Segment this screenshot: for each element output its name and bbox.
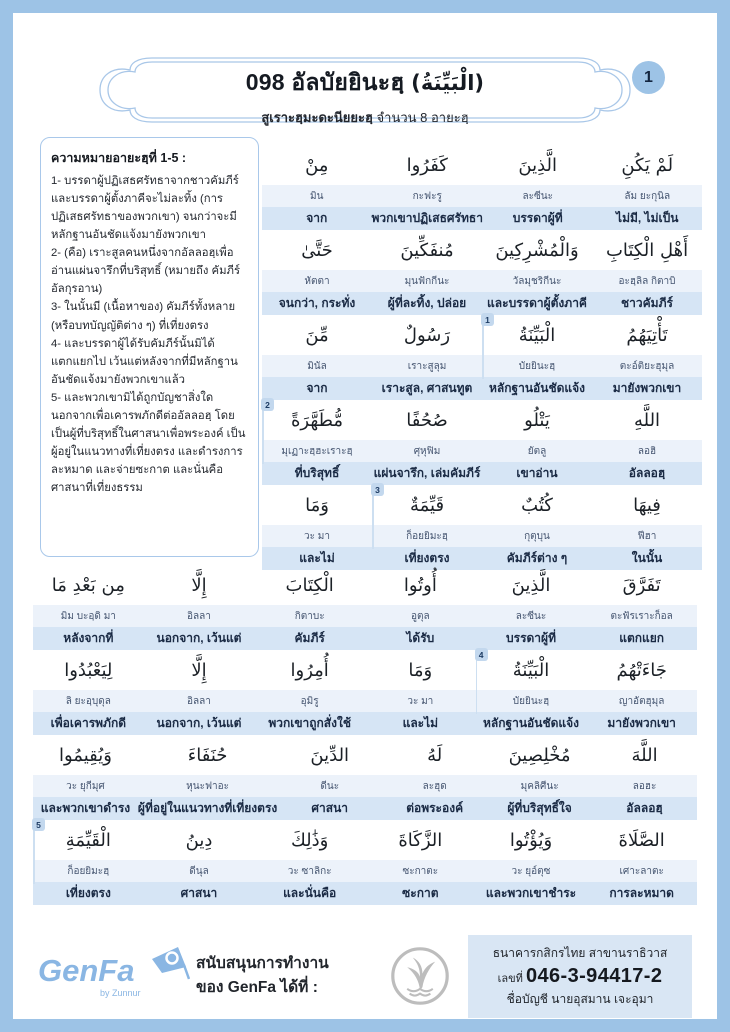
word-cell bbox=[487, 735, 592, 820]
arabic-word: إِلَّا bbox=[191, 659, 207, 681]
translation: และพวกเขาชำระ bbox=[476, 882, 587, 905]
arabic-word: لَهُ bbox=[427, 744, 443, 766]
word-cell bbox=[476, 650, 587, 735]
transliteration: ก็อยยิมะฮฺ bbox=[33, 860, 144, 882]
word-row bbox=[33, 565, 697, 650]
word-cell bbox=[33, 650, 144, 735]
translation: ได้รับ bbox=[365, 627, 476, 650]
translation: หลักฐานอันชัดแจ้ง bbox=[476, 712, 587, 735]
translation: ไม่มี, ไม่เป็น bbox=[592, 207, 702, 230]
arabic-word: الْبَيِّنَةُ bbox=[518, 324, 556, 346]
translation: และนั่นคือ bbox=[254, 882, 365, 905]
arabic-word: الْقَيِّمَةِ bbox=[65, 829, 111, 851]
arabic-word: رَسُولٌ bbox=[403, 324, 451, 346]
transliteration: บัยยินะฮฺ bbox=[476, 690, 587, 712]
translation: และไม่ bbox=[262, 547, 372, 570]
transliteration: ศุหุฟิม bbox=[372, 440, 482, 462]
arabic-word: وَيُؤْتُوا bbox=[509, 829, 553, 851]
translation: เขาอ่าน bbox=[482, 462, 592, 485]
transliteration: เราะสูลุม bbox=[372, 355, 482, 377]
translation: คัมภีร์ bbox=[254, 627, 365, 650]
transliteration: ก็อยยิมะฮฺ bbox=[372, 525, 482, 547]
arabic-word: مِّنَ bbox=[305, 324, 329, 346]
translation: นอกจาก, เว้นแต่ bbox=[144, 712, 255, 735]
word-cell bbox=[476, 565, 587, 650]
word-cell bbox=[482, 400, 592, 485]
transliteration: ซะกาตะ bbox=[365, 860, 476, 882]
transliteration: มุคลิศีนะ bbox=[487, 775, 592, 797]
transliteration: วะ ยุกีมุศ bbox=[33, 775, 138, 797]
document-page bbox=[13, 13, 717, 1019]
genfa-logo bbox=[38, 952, 188, 998]
support-line2: ของ GenFa ได้ที่ : bbox=[196, 979, 318, 996]
word-cell bbox=[365, 650, 476, 735]
transliteration: วะ ซาลิกะ bbox=[254, 860, 365, 882]
word-cell bbox=[586, 820, 697, 905]
arabic-word: يَتْلُو bbox=[524, 409, 550, 431]
word-cell bbox=[144, 565, 255, 650]
word-row bbox=[33, 650, 697, 735]
translation: มายังพวกเขา bbox=[586, 712, 697, 735]
translation: ผู้ที่อยู่ในแนวทางที่เที่ยงตรง bbox=[138, 797, 277, 820]
translation: อัลลอฮฺ bbox=[592, 797, 697, 820]
transliteration: มินัล bbox=[262, 355, 372, 377]
word-cell bbox=[33, 735, 138, 820]
genfa-logo-text: GenFa bbox=[38, 952, 135, 988]
transliteration: ฟีฮา bbox=[592, 525, 702, 547]
arabic-word: تَأْتِيَهُمُ bbox=[626, 324, 668, 346]
translation: จาก bbox=[262, 207, 372, 230]
translation: อัลลอฮฺ bbox=[592, 462, 702, 485]
translation: ผู้ที่ละทิ้ง, ปล่อย bbox=[372, 292, 482, 315]
translation: ชาวคัมภีร์ bbox=[592, 292, 702, 315]
support-line1: สนับสนุนการทำงาน bbox=[196, 954, 329, 972]
word-cell bbox=[372, 315, 482, 400]
arabic-word: الصَّلَاةَ bbox=[618, 829, 665, 851]
word-cell bbox=[365, 565, 476, 650]
arabic-word: مُنفَكِّينَ bbox=[400, 239, 454, 261]
bank-name: ธนาคารกสิกรไทย สาขานราธิวาส bbox=[492, 945, 668, 960]
ayah-divider-line bbox=[482, 319, 484, 379]
word-cell bbox=[592, 735, 697, 820]
translation: เพื่อเคารพภักดี bbox=[33, 712, 144, 735]
word-grid-bottom bbox=[33, 565, 697, 905]
arabic-word: الدِّينَ bbox=[310, 744, 350, 766]
transliteration: ตะฟัรเราะก็อล bbox=[586, 605, 697, 627]
arabic-word: وَيُقِيمُوا bbox=[58, 744, 112, 766]
header bbox=[13, 65, 717, 128]
word-cell bbox=[254, 650, 365, 735]
ayah-marker: 2 bbox=[261, 398, 274, 411]
translation: บรรดาผู้ที่ bbox=[483, 207, 593, 230]
translation: และบรรดาผู้ตั้งภาคี bbox=[482, 292, 592, 315]
translation: การละหมาด bbox=[586, 882, 697, 905]
page-title bbox=[13, 65, 717, 101]
word-cell bbox=[144, 820, 255, 905]
transliteration: ลอฮิ bbox=[592, 440, 702, 462]
arabic-word: الزَّكَاةَ bbox=[398, 829, 443, 851]
meaning-box-title: ความหมายอายะฮฺที่ 1-5 : bbox=[51, 151, 187, 165]
meaning-box bbox=[40, 137, 259, 557]
transliteration: มุนฟักกีนะ bbox=[372, 270, 482, 292]
arabic-word: أُوتُوا bbox=[403, 574, 437, 596]
arabic-word: وَذَٰلِكَ bbox=[290, 829, 329, 851]
word-cell bbox=[592, 145, 702, 230]
translation: และไม่ bbox=[365, 712, 476, 735]
transliteration: อูตุล bbox=[365, 605, 476, 627]
transliteration: เศาะลาตะ bbox=[586, 860, 697, 882]
account-number: 046-3-94417-2 bbox=[525, 964, 663, 987]
meaning-item: 5- และพวกเขามิได้ถูกบัญชาสิ่งใดนอกจากเพื่อเคารพภักดีต่ออัลลอฮฺ โดยเป็นผู้ที่บริสุทธิ์ในศาสนาเพื่อพระองค์ เป็นผู้อยู่ในแนวทางที่เที่ยงตรง และดำรงการละหมาด และจ่ายซะกาต และนั่นคือศาสนาที่เที่ยงธรรม bbox=[51, 391, 246, 495]
arabic-word: حَتَّىٰ bbox=[301, 239, 333, 261]
word-cell bbox=[254, 820, 365, 905]
arabic-word: صُحُفًا bbox=[406, 409, 448, 431]
arabic-word: مُّطَهَّرَةً bbox=[290, 409, 344, 431]
transliteration: กะฟะรู bbox=[372, 185, 483, 207]
word-grid-top bbox=[262, 145, 702, 570]
transliteration: ดีนะ bbox=[277, 775, 382, 797]
transliteration: หัตตา bbox=[262, 270, 372, 292]
transliteration: อุมิรู bbox=[254, 690, 365, 712]
arabic-word: أُمِرُوا bbox=[290, 659, 329, 681]
transliteration: วัลมุชริกีนะ bbox=[482, 270, 592, 292]
translation: หลังจากที่ bbox=[33, 627, 144, 650]
account-number-label: เลขที่ bbox=[497, 972, 523, 985]
word-cell bbox=[482, 485, 592, 570]
word-cell bbox=[382, 735, 487, 820]
word-cell bbox=[277, 735, 382, 820]
transliteration: วะ มา bbox=[365, 690, 476, 712]
word-cell bbox=[262, 230, 372, 315]
arabic-word: تَفَرَّقَ bbox=[622, 574, 661, 596]
ayah-marker: 5 bbox=[32, 818, 45, 831]
word-row bbox=[262, 400, 702, 485]
ayah-marker: 3 bbox=[371, 483, 384, 496]
transliteration: ดีนุล bbox=[144, 860, 255, 882]
word-cell bbox=[483, 145, 593, 230]
arabic-word: الْكِتَابَ bbox=[285, 574, 334, 596]
arabic-word: لِيَعْبُدُوا bbox=[64, 659, 113, 681]
ayah-divider-line bbox=[33, 824, 35, 884]
word-cell bbox=[144, 650, 255, 735]
word-cell bbox=[262, 485, 372, 570]
word-cell bbox=[476, 820, 587, 905]
arabic-word: قَيِّمَةٌ bbox=[409, 494, 445, 516]
word-row bbox=[262, 315, 702, 400]
translation: จนกว่า, กระทั่ง bbox=[262, 292, 372, 315]
word-cell bbox=[254, 565, 365, 650]
word-row bbox=[33, 735, 697, 820]
ayah-divider-line bbox=[262, 404, 264, 464]
bank-account-holder: ชื่อบัญชี นายอุสมาน เจะอุมา bbox=[506, 991, 654, 1006]
word-cell bbox=[586, 565, 697, 650]
genfa-logo-byline: by Zunnur bbox=[100, 987, 141, 998]
meaning-item: 2- (คือ) เราะสูลคนหนึ่งจากอัลลอฮฺเพื่ออ่านแผ่นจารึกที่บริสุทธิ์ (หมายถึง คัมภีร์อัลกุรอาน) bbox=[51, 247, 241, 296]
page-number-badge: 1 bbox=[632, 61, 665, 94]
translation: พวกเขาปฏิเสธศรัทธา bbox=[372, 207, 483, 230]
arabic-word: جَاءَتْهُمُ bbox=[616, 659, 667, 681]
support-text bbox=[196, 952, 374, 1000]
word-cell bbox=[262, 145, 372, 230]
word-cell bbox=[482, 230, 592, 315]
word-cell bbox=[33, 820, 144, 905]
word-cell bbox=[372, 145, 483, 230]
transliteration: อิลลา bbox=[144, 605, 255, 627]
word-cell bbox=[592, 315, 702, 400]
ayah-marker: 4 bbox=[475, 648, 488, 661]
arabic-word: مُخْلِصِينَ bbox=[508, 744, 571, 766]
arabic-word: مِن بَعْدِ مَا bbox=[51, 574, 125, 596]
word-row bbox=[262, 230, 702, 315]
ayah-divider-line bbox=[476, 654, 478, 714]
transliteration: กิตาบะ bbox=[254, 605, 365, 627]
transliteration: ละซีนะ bbox=[483, 185, 593, 207]
translation: มายังพวกเขา bbox=[592, 377, 702, 400]
arabic-word: كُتُبٌ bbox=[521, 494, 553, 516]
transliteration: ลอฮะ bbox=[592, 775, 697, 797]
translation: แผ่นจารึก, เล่มคัมภีร์ bbox=[372, 462, 482, 485]
transliteration: มิน bbox=[262, 185, 372, 207]
word-cell bbox=[138, 735, 277, 820]
translation: เที่ยงตรง bbox=[372, 547, 482, 570]
word-row bbox=[262, 145, 702, 230]
word-cell bbox=[365, 820, 476, 905]
translation: ในนั้น bbox=[592, 547, 702, 570]
transliteration: อิลลา bbox=[144, 690, 255, 712]
transliteration: ยัตลู bbox=[482, 440, 592, 462]
arabic-word: لَمْ يَكُنِ bbox=[621, 154, 674, 176]
word-cell bbox=[372, 230, 482, 315]
word-cell bbox=[372, 485, 482, 570]
transliteration: วะ ยุอ์ตุซ bbox=[476, 860, 587, 882]
bank-account-box bbox=[468, 935, 692, 1018]
arabic-word: وَالْمُشْرِكِينَ bbox=[495, 239, 579, 261]
arabic-word: اللَّهِ bbox=[633, 409, 661, 431]
title-arabic: (الْبَيِّنَةُ) bbox=[411, 71, 485, 95]
word-cell bbox=[586, 650, 697, 735]
translation: ซะกาต bbox=[365, 882, 476, 905]
arabic-word: كَفَرُوا bbox=[406, 154, 448, 176]
translation: เราะสูล, ศาสนทูต bbox=[372, 377, 482, 400]
transliteration: วะ มา bbox=[262, 525, 372, 547]
arabic-word: فِيهَا bbox=[633, 494, 661, 516]
meaning-item: 1- บรรดาผู้ปฏิเสธศรัทธาจากชาวคัมภีร์และบรรดาผู้ตั้งภาคีจะไม่ละทิ้ง (การปฏิเสธศรัทธาของพวกเขา) จนกว่าจะมีหลักฐานอันชัดแจ้งมายังพวกเขา bbox=[51, 175, 239, 242]
ayah-divider-line bbox=[372, 489, 374, 549]
translation: เที่ยงตรง bbox=[33, 882, 144, 905]
genfa-flag-icon bbox=[150, 947, 190, 981]
word-cell bbox=[33, 565, 144, 650]
page-subtitle bbox=[13, 107, 717, 128]
arabic-word: الَّذِينَ bbox=[511, 574, 551, 596]
subtitle-rest: จำนวน 8 อายะฮฺ bbox=[372, 110, 469, 125]
transliteration: ลัม ยะกุนิล bbox=[592, 185, 702, 207]
arabic-word: الْبَيِّنَةُ bbox=[512, 659, 550, 681]
transliteration: ญาอัตฮุมุล bbox=[586, 690, 697, 712]
meaning-box-items bbox=[51, 172, 248, 497]
footer bbox=[38, 938, 692, 1014]
transliteration: อะฮฺลิล กิตาบิ bbox=[592, 270, 702, 292]
translation: บรรดาผู้ที่ bbox=[476, 627, 587, 650]
word-cell bbox=[372, 400, 482, 485]
arabic-word: دِينُ bbox=[185, 829, 213, 851]
translation: พวกเขาถูกสั่งใช้ bbox=[254, 712, 365, 735]
word-cell bbox=[262, 400, 372, 485]
transliteration: บัยยินะฮฺ bbox=[482, 355, 592, 377]
transliteration: ลิ ยะอฺบุดุล bbox=[33, 690, 144, 712]
word-cell bbox=[592, 230, 702, 315]
word-cell bbox=[262, 315, 372, 400]
arabic-word: وَمَا bbox=[305, 494, 329, 516]
transliteration: ละซีนะ bbox=[476, 605, 587, 627]
translation: แตกแยก bbox=[586, 627, 697, 650]
transliteration: ตะอ์ติยะฮุมุล bbox=[592, 355, 702, 377]
arabic-word: وَمَا bbox=[408, 659, 433, 681]
arabic-word: إِلَّا bbox=[191, 574, 207, 596]
kasikorn-bank-icon bbox=[388, 944, 452, 1008]
meaning-item: 3- ในนั้นมี (เนื้อหาของ) คัมภีร์ทั้งหลาย (หรือบทบัญญัติต่าง ๆ) ที่เที่ยงตรง bbox=[51, 301, 236, 332]
meaning-item: 4- และบรรดาผู้ได้รับคัมภีร์นั้นมิได้แตกแยกไป เว้นแต่หลังจากที่มีหลักฐานอันชัดแจ้งมายังพวกเขาแล้ว bbox=[51, 337, 238, 386]
transliteration: ละฮุด bbox=[382, 775, 487, 797]
translation: คัมภีร์ต่าง ๆ bbox=[482, 547, 592, 570]
transliteration: มิม บะอฺดิ มา bbox=[33, 605, 144, 627]
transliteration: หุนะฟาอะ bbox=[138, 775, 277, 797]
word-cell bbox=[592, 400, 702, 485]
subtitle-bold: สูเราะฮฺมะดะนียยะฮฺ bbox=[261, 110, 373, 125]
translation: จาก bbox=[262, 377, 372, 400]
translation: ต่อพระองค์ bbox=[382, 797, 487, 820]
word-row bbox=[262, 485, 702, 570]
ayah-marker: 1 bbox=[481, 313, 494, 326]
word-cell bbox=[482, 315, 592, 400]
transliteration: มุเฏาะฮฺฮะเราะฮฺ bbox=[262, 440, 372, 462]
translation: หลักฐานอันชัดแจ้ง bbox=[482, 377, 592, 400]
arabic-word: اللَّهَ bbox=[631, 744, 658, 766]
arabic-word: الَّذِينَ bbox=[518, 154, 558, 176]
title-thai: 098 อัลบัยยินะฮฺ bbox=[245, 69, 405, 95]
arabic-word: أَهْلِ الْكِتَابِ bbox=[605, 239, 689, 261]
translation: และพวกเขาดำรง bbox=[33, 797, 138, 820]
bank-account-number-line bbox=[478, 965, 682, 988]
translation: นอกจาก, เว้นแต่ bbox=[144, 627, 255, 650]
word-cell bbox=[592, 485, 702, 570]
word-row bbox=[33, 820, 697, 905]
translation: ศาสนา bbox=[277, 797, 382, 820]
arabic-word: حُنَفَاءَ bbox=[187, 744, 228, 766]
arabic-word: مِنْ bbox=[305, 154, 329, 176]
translation: ศาสนา bbox=[144, 882, 255, 905]
translation: ที่บริสุทธิ์ bbox=[262, 462, 372, 485]
translation: ผู้ที่บริสุทธิ์ใจ bbox=[487, 797, 592, 820]
transliteration: กุตุบุน bbox=[482, 525, 592, 547]
